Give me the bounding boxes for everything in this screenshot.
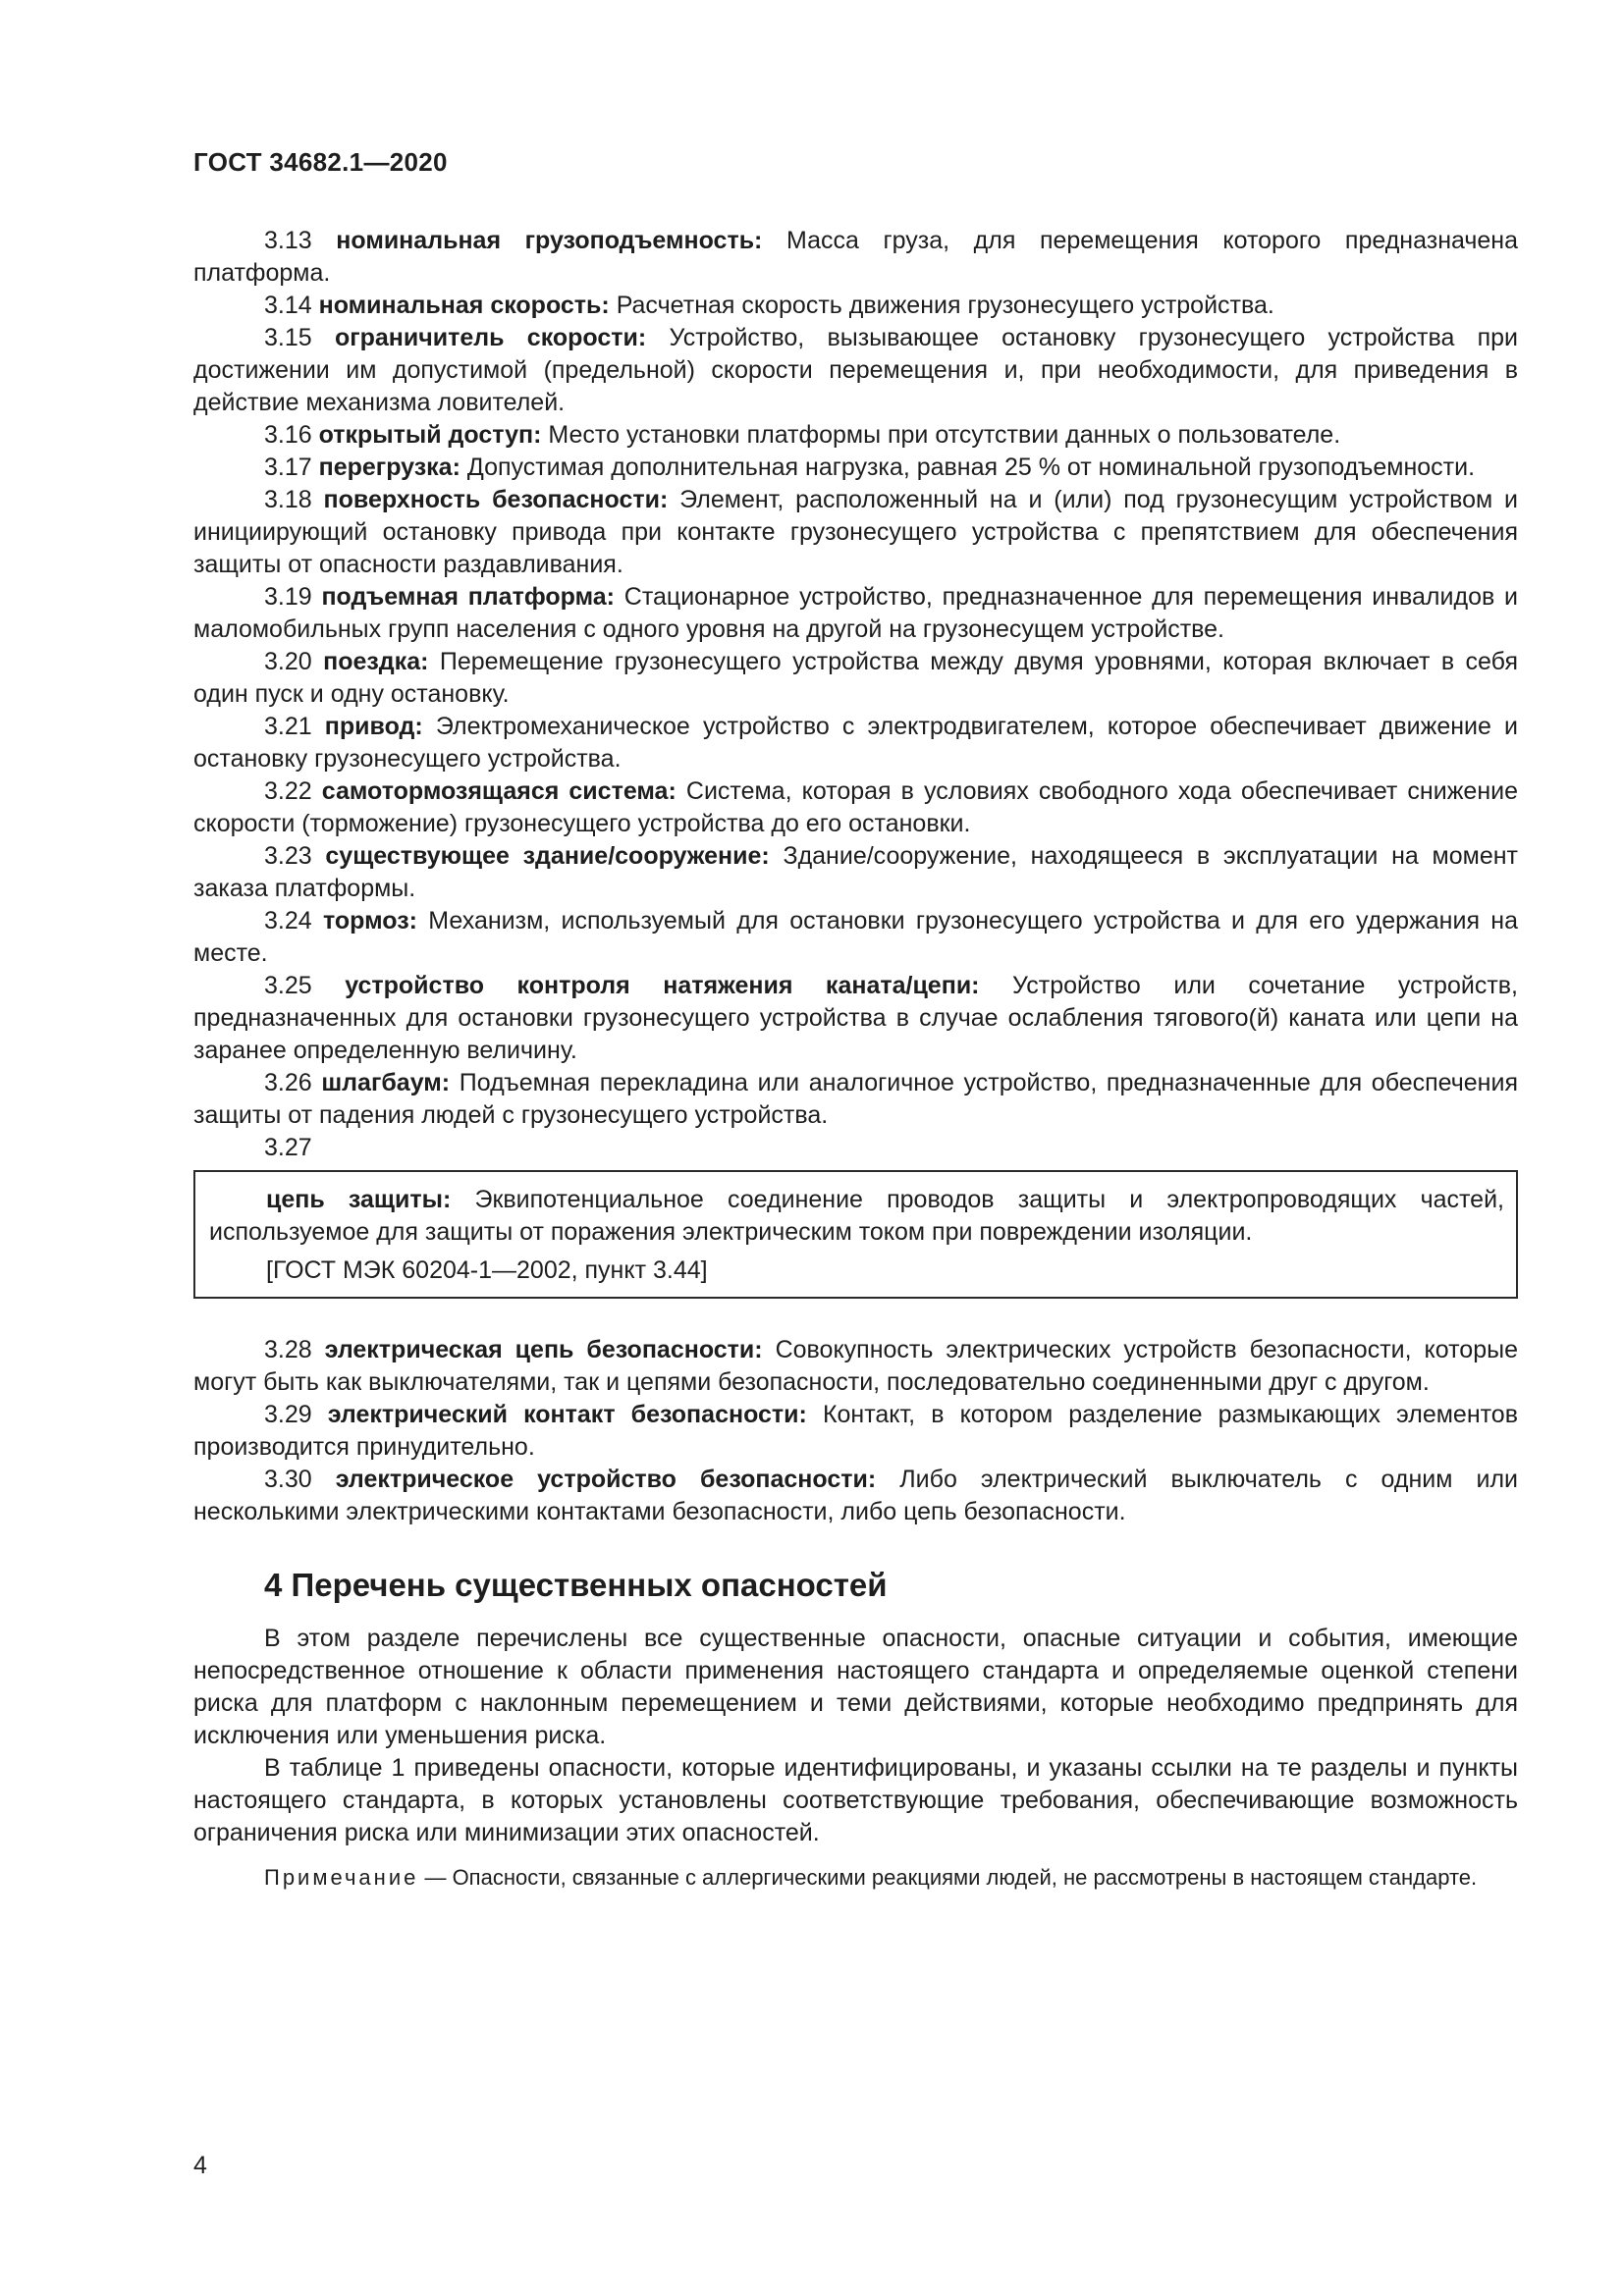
definition-item <box>193 1399 1518 1464</box>
definition-number: 3.24 <box>264 907 312 934</box>
definition-item <box>193 775 1518 840</box>
definition-item <box>193 419 1518 452</box>
definition-term: электрический контакт безопасности: <box>327 1401 807 1428</box>
definition-term: открытый доступ: <box>318 421 542 449</box>
definition-term: поверхность безопасности: <box>323 486 669 513</box>
definition-number: 3.17 <box>264 454 312 481</box>
definition-term: электрическое устройство безопасности: <box>335 1466 877 1493</box>
definition-text: Стационарное устройство, предназначенное для перемещения инвалидов и маломобильных групп населения с одного уровня на другой на грузонесущем устройстве. <box>193 583 1518 643</box>
definition-item <box>193 646 1518 711</box>
definition-text: Перемещение грузонесущего устройства между двумя уровнями, которая включает в себя один пуск и одну остановку. <box>193 648 1518 708</box>
definition-item <box>193 1067 1518 1132</box>
definition-term: перегрузка: <box>318 454 460 481</box>
definition-number: 3.16 <box>264 421 312 449</box>
definition-item <box>193 840 1518 905</box>
note <box>193 1863 1518 1893</box>
definition-number: 3.19 <box>264 583 312 611</box>
section-paragraph: В таблице 1 приведены опасности, которые идентифицированы, и указаны ссылки на те разделы и пункты настоящего стандарта, в которых установлены соответствующие требования, обеспечивающие возможность ограничения риска или минимизации этих опасностей. <box>193 1754 1518 1846</box>
definition-number: 3.21 <box>264 713 312 740</box>
boxed-term-number: 3.27 <box>264 1134 312 1161</box>
definition-number: 3.28 <box>264 1336 312 1363</box>
definition-number: 3.18 <box>264 486 312 513</box>
definition-number: 3.15 <box>264 324 312 351</box>
definition-term: привод: <box>324 713 423 740</box>
definition-number: 3.29 <box>264 1401 312 1428</box>
definition-text: Механизм, используемый для остановки грузонесущего устройства и для его удержания на месте. <box>193 907 1518 967</box>
page-content <box>193 225 1518 1893</box>
definition-text: Здание/сооружение, находящееся в эксплуатации на момент заказа платформы. <box>193 842 1518 902</box>
definitions-list-a <box>193 225 1518 1132</box>
definition-text: Система, которая в условиях свободного хода обеспечивает снижение скорости (торможение) грузонесущего устройства до его остановки. <box>193 777 1519 837</box>
definition-item <box>193 711 1518 775</box>
definition-text: Место установки платформы при отсутствии данных о пользователе. <box>548 421 1341 449</box>
boxed-definition <box>193 1170 1518 1299</box>
definition-number: 3.30 <box>264 1466 312 1493</box>
section-paragraph: В этом разделе перечислены все существенные опасности, опасные ситуации и события, имеющие непосредственное отношение к области применения настоящего стандарта и определяемые оценкой степени риска для платформ с наклонным перемещением и теми действиями, которые необходимо предпринять для исключения или уменьшения риска. <box>193 1625 1518 1749</box>
definition-text: Подъемная перекладина или аналогичное устройство, предназначенные для обеспечения защиты от падения людей с грузонесущего устройства. <box>193 1069 1518 1129</box>
definition-number: 3.23 <box>264 842 312 870</box>
definition-term: тормоз: <box>322 907 417 934</box>
definition-term: самотормозящаяся система: <box>321 777 677 805</box>
definition-item <box>193 581 1518 646</box>
boxed-definition-source: [ГОСТ МЭК 60204-1—2002, пункт 3.44] <box>266 1256 708 1284</box>
definition-number: 3.26 <box>264 1069 312 1096</box>
definition-text: Контакт, в котором разделение размыкающих элементов производится принудительно. <box>193 1401 1518 1461</box>
definition-term: поездка: <box>323 648 429 675</box>
definition-item <box>193 290 1518 322</box>
definition-item <box>193 452 1518 484</box>
definition-term: устройство контроля натяжения каната/цепи: <box>345 972 980 999</box>
definition-number: 3.13 <box>264 227 312 254</box>
boxed-definition-text <box>209 1184 1504 1249</box>
definition-text: Элемент, расположенный на и (или) под грузонесущим устройством и инициирующий остановку привода при контакте грузонесущего устройства с препятствием для обеспечения защиты от опасности раздавливания. <box>193 486 1518 578</box>
boxed-definition-term: цепь защиты: <box>266 1186 452 1213</box>
note-text: — Опасности, связанные с аллергическими реакциями людей, не рассмотрены в настоящем стандарте. <box>418 1865 1478 1890</box>
definition-term: ограничитель скорости: <box>334 324 647 351</box>
definition-term: номинальная грузоподъемность: <box>336 227 763 254</box>
definition-number: 3.25 <box>264 972 312 999</box>
definition-text: Электромеханическое устройство с электродвигателем, которое обеспечивает движение и остановку грузонесущего устройства. <box>193 713 1519 773</box>
definition-term: электрическая цепь безопасности: <box>324 1336 763 1363</box>
definition-text: Допустимая дополнительная нагрузка, равная 25 % от номинальной грузоподъемности. <box>466 454 1476 481</box>
definition-item <box>193 1334 1518 1399</box>
definition-item <box>193 970 1518 1067</box>
definition-text: Устройство, вызывающее остановку грузонесущего устройства при достижении им допустимой (предельной) скорости перемещения и, при необходимости, для приведения в действие механизма ловителей. <box>193 324 1519 416</box>
definition-term: шлагбаум: <box>321 1069 451 1096</box>
definitions-list-b <box>193 1334 1518 1528</box>
document-header: ГОСТ 34682.1—2020 <box>193 147 448 177</box>
definition-item <box>193 484 1518 581</box>
note-label: Примечание <box>264 1865 419 1890</box>
definition-text: Масса груза, для перемещения которого предназначена платформа. <box>193 227 1518 287</box>
definition-number: 3.22 <box>264 777 312 805</box>
definition-term: существующее здание/сооружение: <box>325 842 770 870</box>
definition-item <box>193 1464 1518 1528</box>
definition-term: подъемная платформа: <box>321 583 615 611</box>
definition-text: Либо электрический выключатель с одним или несколькими электрическими контактами безопасности, либо цепь безопасности. <box>193 1466 1518 1525</box>
page-number: 4 <box>193 2152 207 2179</box>
boxed-definition-body: Эквипотенциальное соединение проводов защиты и электропроводящих частей, используемое для защиты от поражения электрическим током при повреждении изоляции. <box>209 1186 1504 1246</box>
definition-item <box>193 905 1518 970</box>
definition-item <box>193 225 1518 290</box>
section-title: 4 Перечень существенных опасностей <box>264 1567 888 1603</box>
definition-number: 3.20 <box>264 648 312 675</box>
definition-text: Расчетная скорость движения грузонесущего устройства. <box>616 292 1274 319</box>
definition-text: Устройство или сочетание устройств, предназначенных для остановки грузонесущего устройства в случае ослабления тягового(й) каната или цепи на заранее определенную величину. <box>193 972 1519 1064</box>
definition-item <box>193 322 1518 419</box>
definition-number: 3.14 <box>264 292 312 319</box>
definition-text: Совокупность электрических устройств безопасности, которые могут быть как выключателями, так и цепями безопасности, последовательно соединенными друг с другом. <box>193 1336 1518 1396</box>
definition-term: номинальная скорость: <box>318 292 610 319</box>
